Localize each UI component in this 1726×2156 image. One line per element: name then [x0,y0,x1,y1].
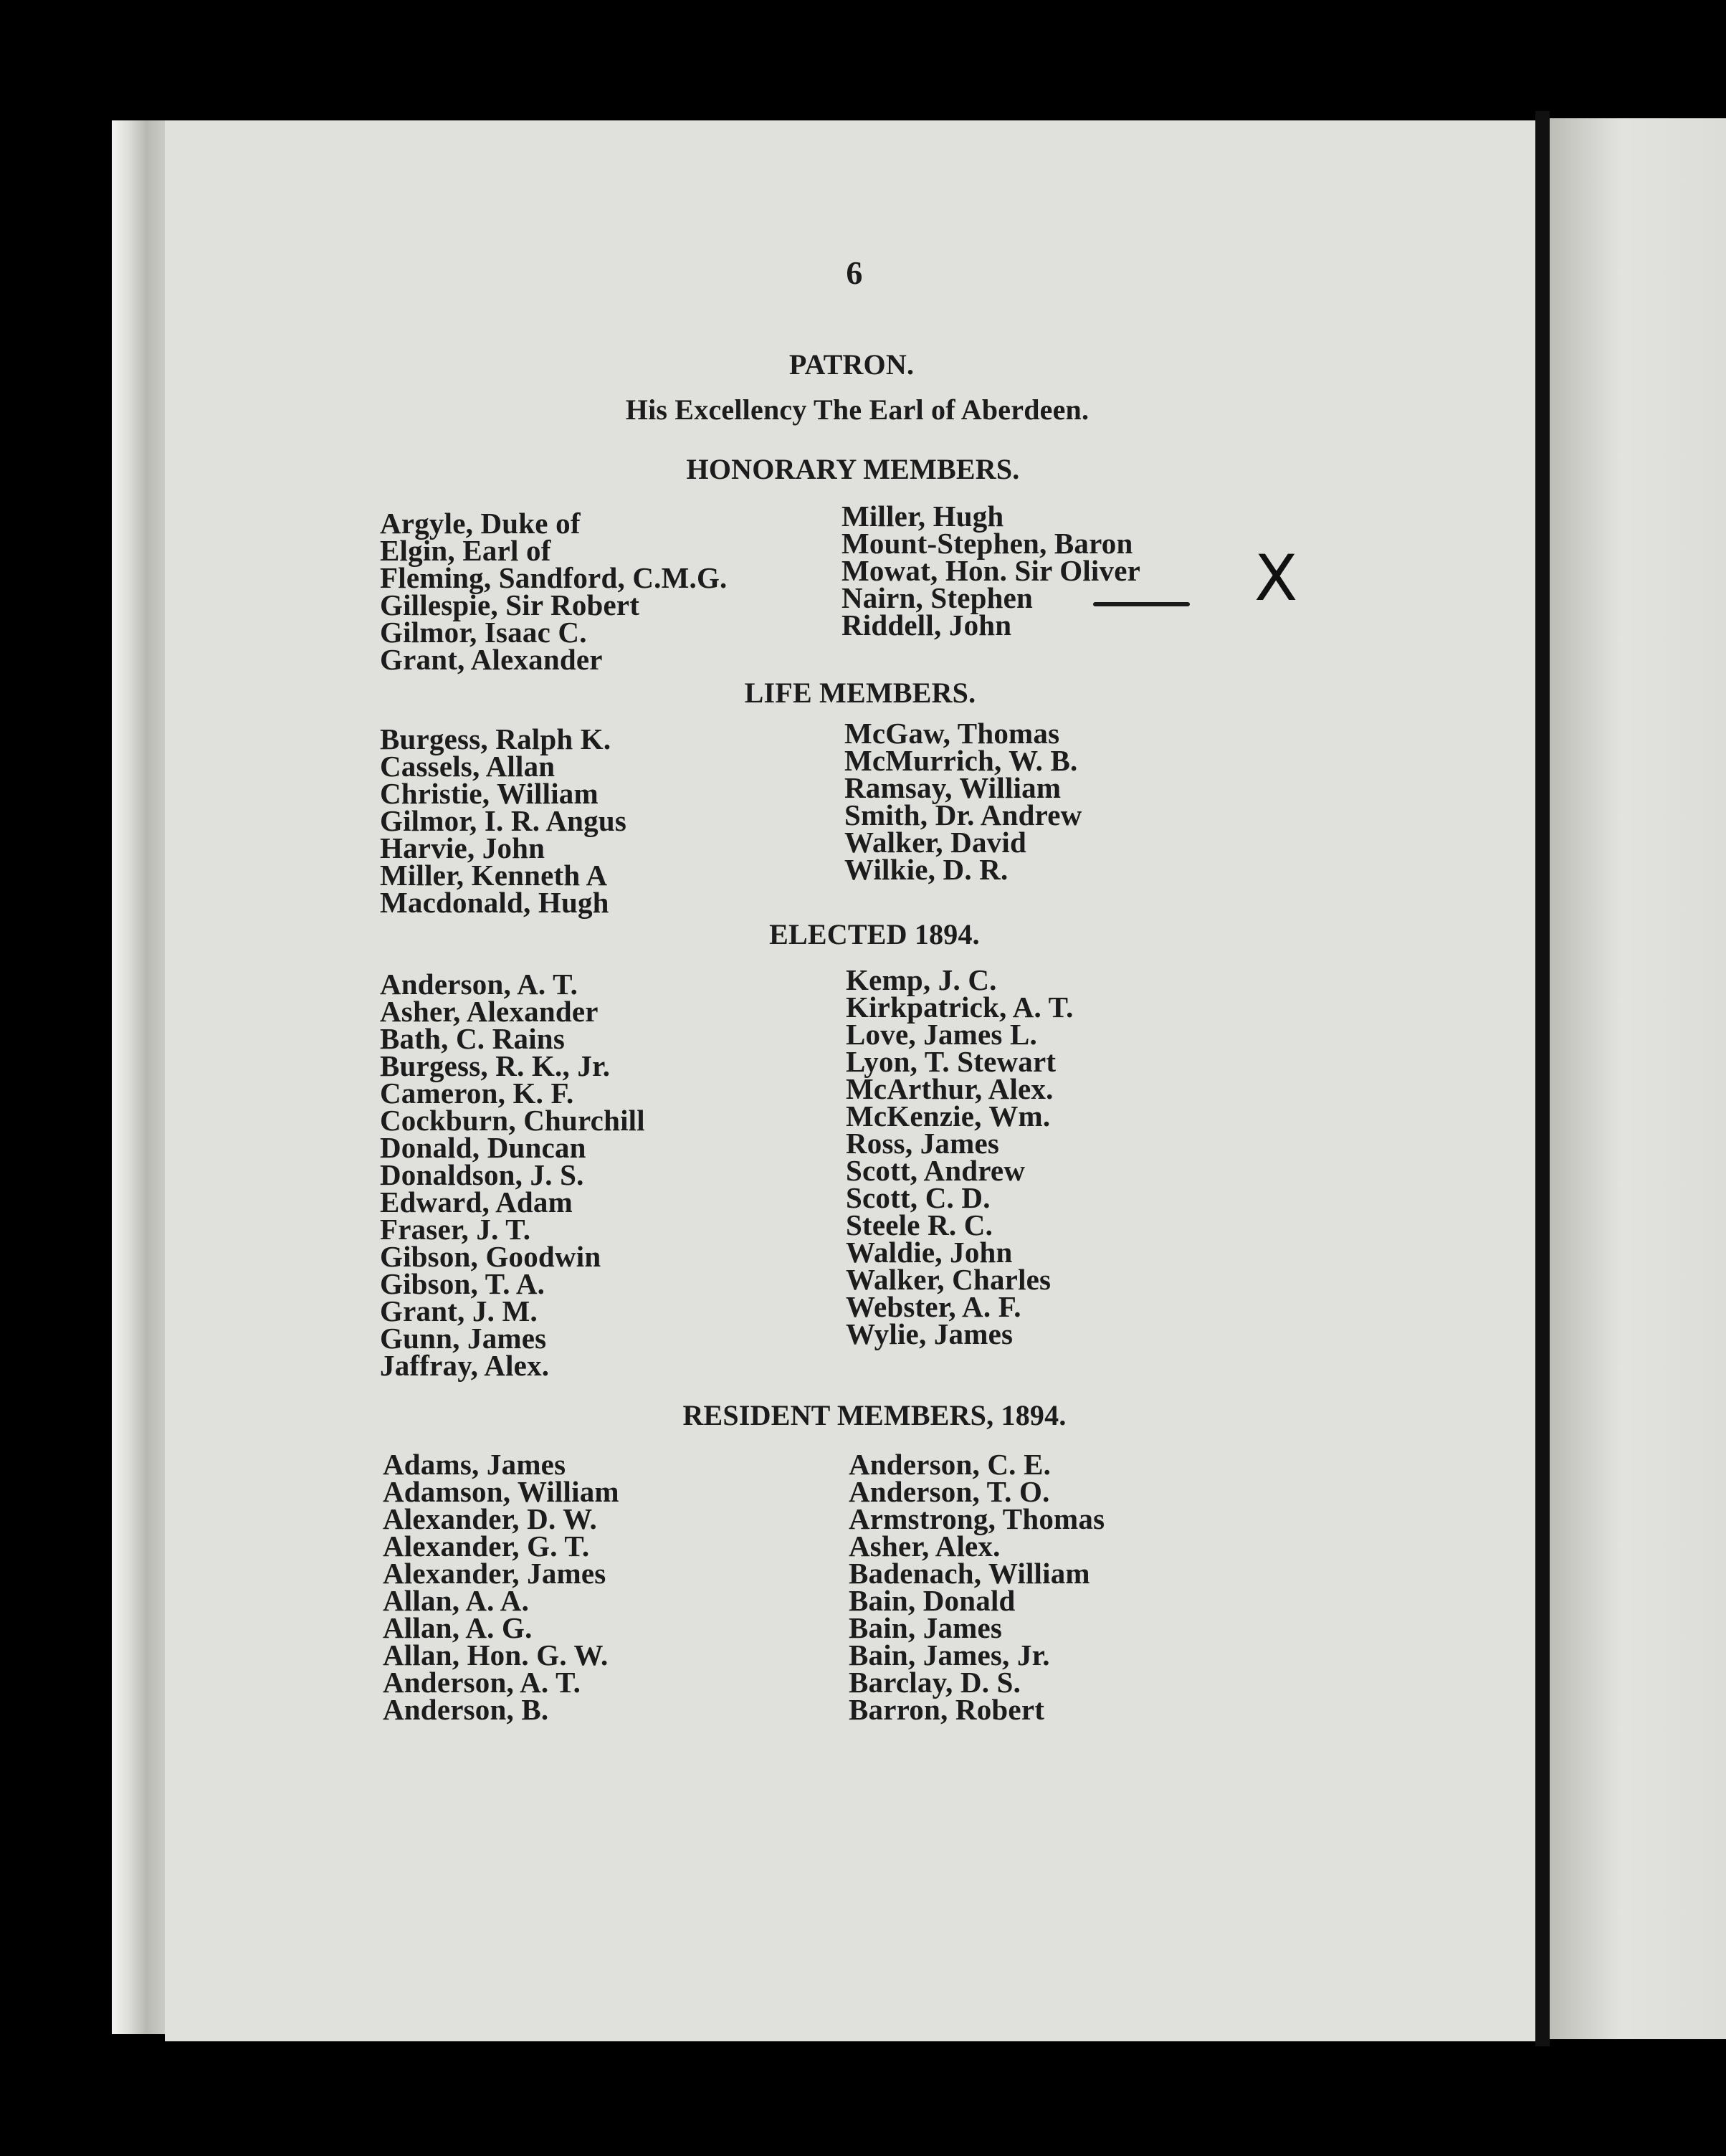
member-name: Miller, Hugh [841,500,1004,533]
member-name: Waldie, John [846,1236,1013,1269]
member-name: Donaldson, J. S. [380,1158,584,1191]
member-name: Edward, Adam [380,1186,573,1218]
member-name: Gibson, T. A. [380,1267,545,1300]
member-name: Badenach, William [849,1557,1090,1590]
member-name: Cameron, K. F. [380,1077,574,1110]
member-name: Fraser, J. T. [380,1213,531,1246]
member-name: Lyon, T. Stewart [846,1045,1057,1078]
member-name: Christie, William [380,777,599,810]
member-name: Burgess, Ralph K. [380,722,611,755]
member-name: Nairn, Stephen [841,581,1034,614]
member-name: Elgin, Earl of [380,534,551,567]
member-name: Gibson, Goodwin [380,1240,601,1273]
member-name: Wilkie, D. R. [844,853,1009,886]
member-name: Miller, Kenneth A [380,859,608,892]
section-heading-resident: RESIDENT MEMBERS, 1894. [682,1399,1067,1431]
member-name: Wylie, James [846,1317,1014,1350]
elected-right-column [846,963,1074,1350]
member-name: Burgess, R. K., Jr. [380,1049,611,1082]
member-name: McMurrich, W. B. [844,744,1078,777]
life-right-column [844,717,1082,886]
member-name: Alexander, G. T. [383,1530,590,1563]
member-name: Adamson, William [383,1475,619,1508]
member-name: Bain, James, Jr. [849,1639,1050,1671]
member-name: Anderson, A. T. [383,1666,581,1699]
member-name: Mowat, Hon. Sir Oliver [841,554,1141,587]
resident-left-column [383,1448,619,1726]
book-gutter [1535,111,1550,2046]
member-name: Anderson, T. O. [849,1475,1050,1508]
handwritten-underline-mark [1093,602,1190,606]
member-name: Grant, J. M. [380,1294,538,1327]
member-name: Argyle, Duke of [380,507,581,540]
member-name: McKenzie, Wm. [846,1100,1051,1132]
honorary-right-column [841,502,1140,639]
member-name: Cassels, Allan [380,750,556,783]
member-name: Bath, C. Rains [380,1022,565,1055]
member-name: Anderson, C. E. [849,1448,1052,1481]
member-name: Kemp, J. C. [846,963,997,996]
member-name: Walker, Charles [846,1263,1052,1296]
handwritten-x-mark: X [1254,541,1298,615]
member-name: Gillespie, Sir Robert [380,588,640,621]
member-name: Riddell, John [841,609,1012,641]
section-heading-honorary: HONORARY MEMBERS. [686,453,1020,485]
member-name: McGaw, Thomas [844,717,1060,750]
member-name: Harvie, John [380,831,545,864]
member-name: Scott, Andrew [846,1154,1026,1187]
member-name: Ramsay, William [844,771,1062,804]
member-name: Gilmor, I. R. Angus [380,804,627,837]
facing-page [1550,118,1726,2039]
member-name: Steele R. C. [846,1208,993,1241]
member-name: Bain, Donald [849,1584,1016,1617]
member-name: Gunn, James [380,1322,547,1355]
member-name: Jaffray, Alex. [380,1349,550,1382]
member-name: Anderson, B. [383,1693,549,1726]
book-page-edge [112,120,169,2034]
section-heading-elected: ELECTED 1894. [769,918,980,950]
member-name: Cockburn, Churchill [380,1104,645,1137]
member-name: Barron, Robert [849,1693,1045,1726]
patron-name: His Excellency The Earl of Aberdeen. [625,393,1090,426]
member-name: Armstrong, Thomas [849,1502,1105,1535]
member-name: Walker, David [844,826,1026,859]
member-name: Barclay, D. S. [849,1666,1021,1699]
member-name: Asher, Alexander [380,995,599,1028]
member-name: Allan, Hon. G. W. [383,1639,609,1671]
page-number: 6 [846,254,863,291]
member-name: Adams, James [383,1448,566,1481]
member-name: Allan, A. A. [383,1584,530,1617]
section-heading-life: LIFE MEMBERS. [744,677,976,709]
member-name: Allan, A. G. [383,1611,533,1644]
member-name: Webster, A. F. [846,1290,1021,1323]
member-name: Anderson, A. T. [380,968,578,1001]
life-left-column [380,722,627,919]
member-name: Alexander, James [383,1557,606,1590]
member-name: Fleming, Sandford, C.M.G. [380,561,728,594]
member-name: Ross, James [846,1127,1000,1160]
patron-heading: PATRON. [788,348,915,381]
elected-left-column [380,968,645,1382]
member-name: Scott, C. D. [846,1181,991,1214]
member-name: McArthur, Alex. [846,1072,1054,1105]
member-name: Asher, Alex. [849,1530,1001,1563]
member-name: Love, James L. [846,1018,1037,1051]
member-name: Gilmor, Isaac C. [380,616,587,649]
member-name: Donald, Duncan [380,1131,586,1164]
member-name: Macdonald, Hugh [380,886,609,919]
member-name: Bain, James [849,1611,1003,1644]
member-name: Grant, Alexander [380,643,603,676]
member-name: Mount-Stephen, Baron [841,527,1133,560]
honorary-left-column [380,507,728,676]
member-name: Kirkpatrick, A. T. [846,991,1074,1024]
member-name: Smith, Dr. Andrew [844,798,1082,831]
member-name: Alexander, D. W. [383,1502,597,1535]
resident-right-column [849,1448,1105,1726]
